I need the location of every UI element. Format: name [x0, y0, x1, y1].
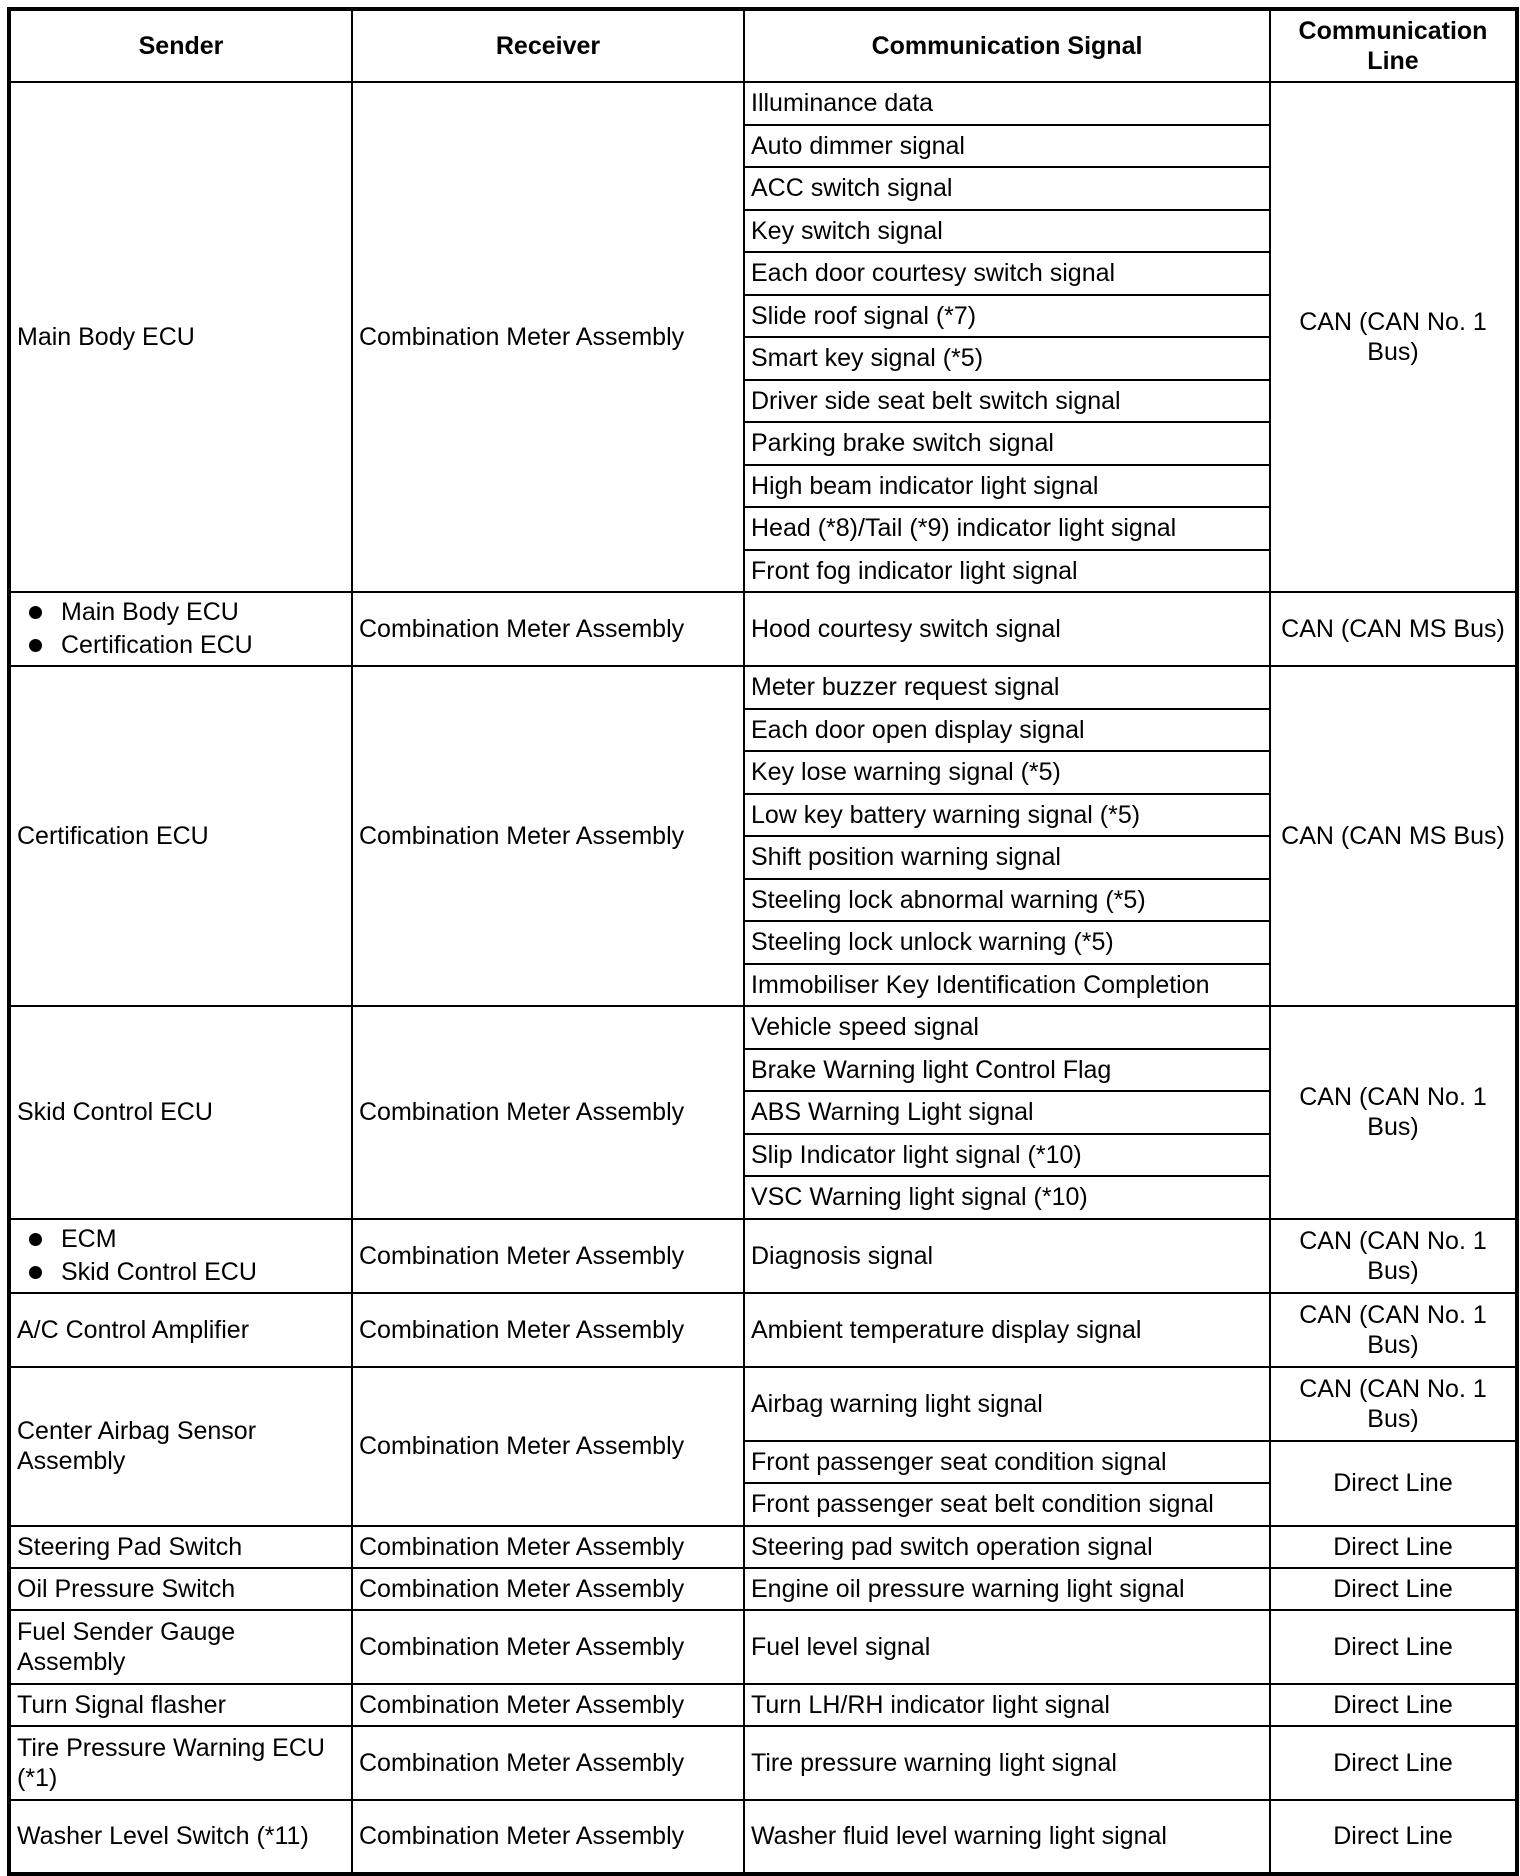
signal-cell: Diagnosis signal — [744, 1219, 1270, 1293]
signal-cell: Key lose warning signal (*5) — [744, 751, 1270, 794]
receiver-cell: Combination Meter Assembly — [352, 1006, 744, 1219]
signal-cell: Vehicle speed signal — [744, 1006, 1270, 1049]
signal-cell: Auto dimmer signal — [744, 125, 1270, 168]
receiver-cell: Combination Meter Assembly — [352, 666, 744, 1006]
receiver-cell: Combination Meter Assembly — [352, 1610, 744, 1684]
communication-signal-table — [7, 7, 1519, 1876]
communication-line-cell: CAN (CAN MS Bus) — [1270, 666, 1517, 1006]
signal-cell: Smart key signal (*5) — [744, 337, 1270, 380]
signal-cell: Front passenger seat belt condition signal — [744, 1483, 1270, 1526]
signal-cell: Steeling lock unlock warning (*5) — [744, 921, 1270, 964]
sender-text: Washer Level Switch (*11) — [17, 1822, 309, 1850]
signal-cell: Hood courtesy switch signal — [744, 592, 1270, 666]
sender-text: Skid Control ECU — [17, 1098, 213, 1127]
receiver-cell: Combination Meter Assembly — [352, 1293, 744, 1367]
sender-list-item — [29, 596, 345, 629]
sender-cell — [9, 1726, 352, 1800]
signal-cell: Shift position warning signal — [744, 836, 1270, 879]
signal-cell: Front fog indicator light signal — [744, 550, 1270, 593]
sender-cell — [9, 1800, 352, 1874]
signal-cell: Airbag warning light signal — [744, 1367, 1270, 1441]
bullet-icon — [29, 606, 42, 619]
signal-cell: Brake Warning light Control Flag — [744, 1049, 1270, 1092]
bullet-icon — [29, 639, 42, 652]
receiver-cell: Combination Meter Assembly — [352, 1219, 744, 1293]
sender-text: Certification ECU — [17, 822, 209, 850]
sender-list — [17, 1223, 345, 1289]
table-row — [9, 666, 1517, 709]
table-row — [9, 1800, 1517, 1874]
sender-cell — [9, 82, 352, 592]
sender-cell — [9, 666, 352, 1006]
signal-cell: Tire pressure warning light signal — [744, 1726, 1270, 1800]
sender-text: Fuel Sender Gauge Assembly — [17, 1617, 236, 1676]
receiver-cell: Combination Meter Assembly — [352, 1526, 744, 1568]
sender-text: Tire Pressure Warning ECU (*1) — [17, 1733, 325, 1792]
sender-text: Main Body ECU — [61, 598, 239, 626]
table-row — [9, 1610, 1517, 1684]
signal-cell: High beam indicator light signal — [744, 465, 1270, 508]
sender-cell — [9, 592, 352, 666]
table-row — [9, 592, 1517, 666]
table-row — [9, 1684, 1517, 1726]
signal-cell: Key switch signal — [744, 210, 1270, 253]
signal-cell: ABS Warning Light signal — [744, 1091, 1270, 1134]
signal-cell: Meter buzzer request signal — [744, 666, 1270, 709]
communication-line-cell: CAN (CAN No. 1 Bus) — [1270, 1219, 1517, 1293]
signal-cell: VSC Warning light signal (*10) — [744, 1176, 1270, 1219]
sender-text: Center Airbag Sensor Assembly — [17, 1417, 257, 1475]
sender-text: Main Body ECU — [17, 323, 195, 351]
header-row — [9, 9, 1517, 82]
sender-cell — [9, 1526, 352, 1568]
sender-cell — [9, 1367, 352, 1526]
table-row — [9, 1367, 1517, 1441]
table-row — [9, 1568, 1517, 1610]
signal-table-sheet — [7, 7, 1519, 1876]
communication-line-cell: Direct Line — [1270, 1800, 1517, 1874]
sender-text: Certification ECU — [61, 631, 253, 659]
table-row — [9, 1526, 1517, 1568]
receiver-cell: Combination Meter Assembly — [352, 82, 744, 592]
table-body — [9, 82, 1517, 1874]
sender-text: Steering Pad Switch — [17, 1532, 243, 1561]
communication-line-cell: CAN (CAN No. 1 Bus) — [1270, 1367, 1517, 1441]
header-receiver: Receiver — [352, 9, 744, 82]
signal-cell: Each door open display signal — [744, 709, 1270, 752]
sender-text: Turn Signal flasher — [17, 1690, 226, 1719]
communication-line-cell: Direct Line — [1270, 1441, 1517, 1526]
sender-cell — [9, 1006, 352, 1219]
signal-cell: Fuel level signal — [744, 1610, 1270, 1684]
table-row — [9, 1726, 1517, 1800]
communication-line-cell: Direct Line — [1270, 1684, 1517, 1726]
signal-cell: Head (*8)/Tail (*9) indicator light signal — [744, 507, 1270, 550]
communication-line-cell: Direct Line — [1270, 1610, 1517, 1684]
sender-cell — [9, 1568, 352, 1610]
sender-cell — [9, 1610, 352, 1684]
receiver-cell: Combination Meter Assembly — [352, 1726, 744, 1800]
signal-cell: Immobiliser Key Identification Completion — [744, 964, 1270, 1007]
receiver-cell: Combination Meter Assembly — [352, 1684, 744, 1726]
signal-cell: Steering pad switch operation signal — [744, 1526, 1270, 1568]
receiver-cell: Combination Meter Assembly — [352, 1568, 744, 1610]
sender-cell — [9, 1293, 352, 1367]
bullet-icon — [29, 1266, 42, 1279]
sender-cell — [9, 1219, 352, 1293]
sender-text: Skid Control ECU — [61, 1257, 257, 1286]
bullet-icon — [29, 1233, 42, 1246]
signal-cell: Washer fluid level warning light signal — [744, 1800, 1270, 1874]
communication-line-cell: Direct Line — [1270, 1726, 1517, 1800]
receiver-cell: Combination Meter Assembly — [352, 1367, 744, 1526]
header-communication-signal: Communication Signal — [744, 9, 1270, 82]
communication-line-cell: Direct Line — [1270, 1568, 1517, 1610]
sender-text: Oil Pressure Switch — [17, 1574, 236, 1603]
signal-cell: Illuminance data — [744, 82, 1270, 125]
table-row — [9, 1293, 1517, 1367]
communication-line-cell: CAN (CAN No. 1 Bus) — [1270, 82, 1517, 592]
receiver-cell: Combination Meter Assembly — [352, 592, 744, 666]
header-communication-line: Communication Line — [1270, 9, 1517, 82]
table-row — [9, 1219, 1517, 1293]
sender-list-item — [29, 629, 345, 662]
signal-cell: Low key battery warning signal (*5) — [744, 794, 1270, 837]
sender-text: ECM — [61, 1224, 117, 1253]
sender-list-item — [29, 1256, 345, 1289]
signal-cell: Each door courtesy switch signal — [744, 252, 1270, 295]
signal-cell: Ambient temperature display signal — [744, 1293, 1270, 1367]
signal-cell: Steeling lock abnormal warning (*5) — [744, 879, 1270, 922]
sender-text: A/C Control Amplifier — [17, 1315, 250, 1344]
signal-cell: Front passenger seat condition signal — [744, 1441, 1270, 1484]
table-row — [9, 82, 1517, 125]
communication-line-cell: CAN (CAN No. 1 Bus) — [1270, 1006, 1517, 1219]
header-sender: Sender — [9, 9, 352, 82]
signal-cell: Turn LH/RH indicator light signal — [744, 1684, 1270, 1726]
table-row — [9, 1006, 1517, 1049]
signal-cell: Slide roof signal (*7) — [744, 295, 1270, 338]
sender-list-item — [29, 1223, 345, 1256]
communication-line-cell: CAN (CAN MS Bus) — [1270, 592, 1517, 666]
signal-cell: Slip Indicator light signal (*10) — [744, 1134, 1270, 1177]
signal-cell: Driver side seat belt switch signal — [744, 380, 1270, 423]
communication-line-cell: CAN (CAN No. 1 Bus) — [1270, 1293, 1517, 1367]
signal-cell: Engine oil pressure warning light signal — [744, 1568, 1270, 1610]
receiver-cell: Combination Meter Assembly — [352, 1800, 744, 1874]
signal-cell: Parking brake switch signal — [744, 422, 1270, 465]
sender-list — [17, 596, 345, 662]
signal-cell: ACC switch signal — [744, 167, 1270, 210]
communication-line-cell: Direct Line — [1270, 1526, 1517, 1568]
sender-cell — [9, 1684, 352, 1726]
